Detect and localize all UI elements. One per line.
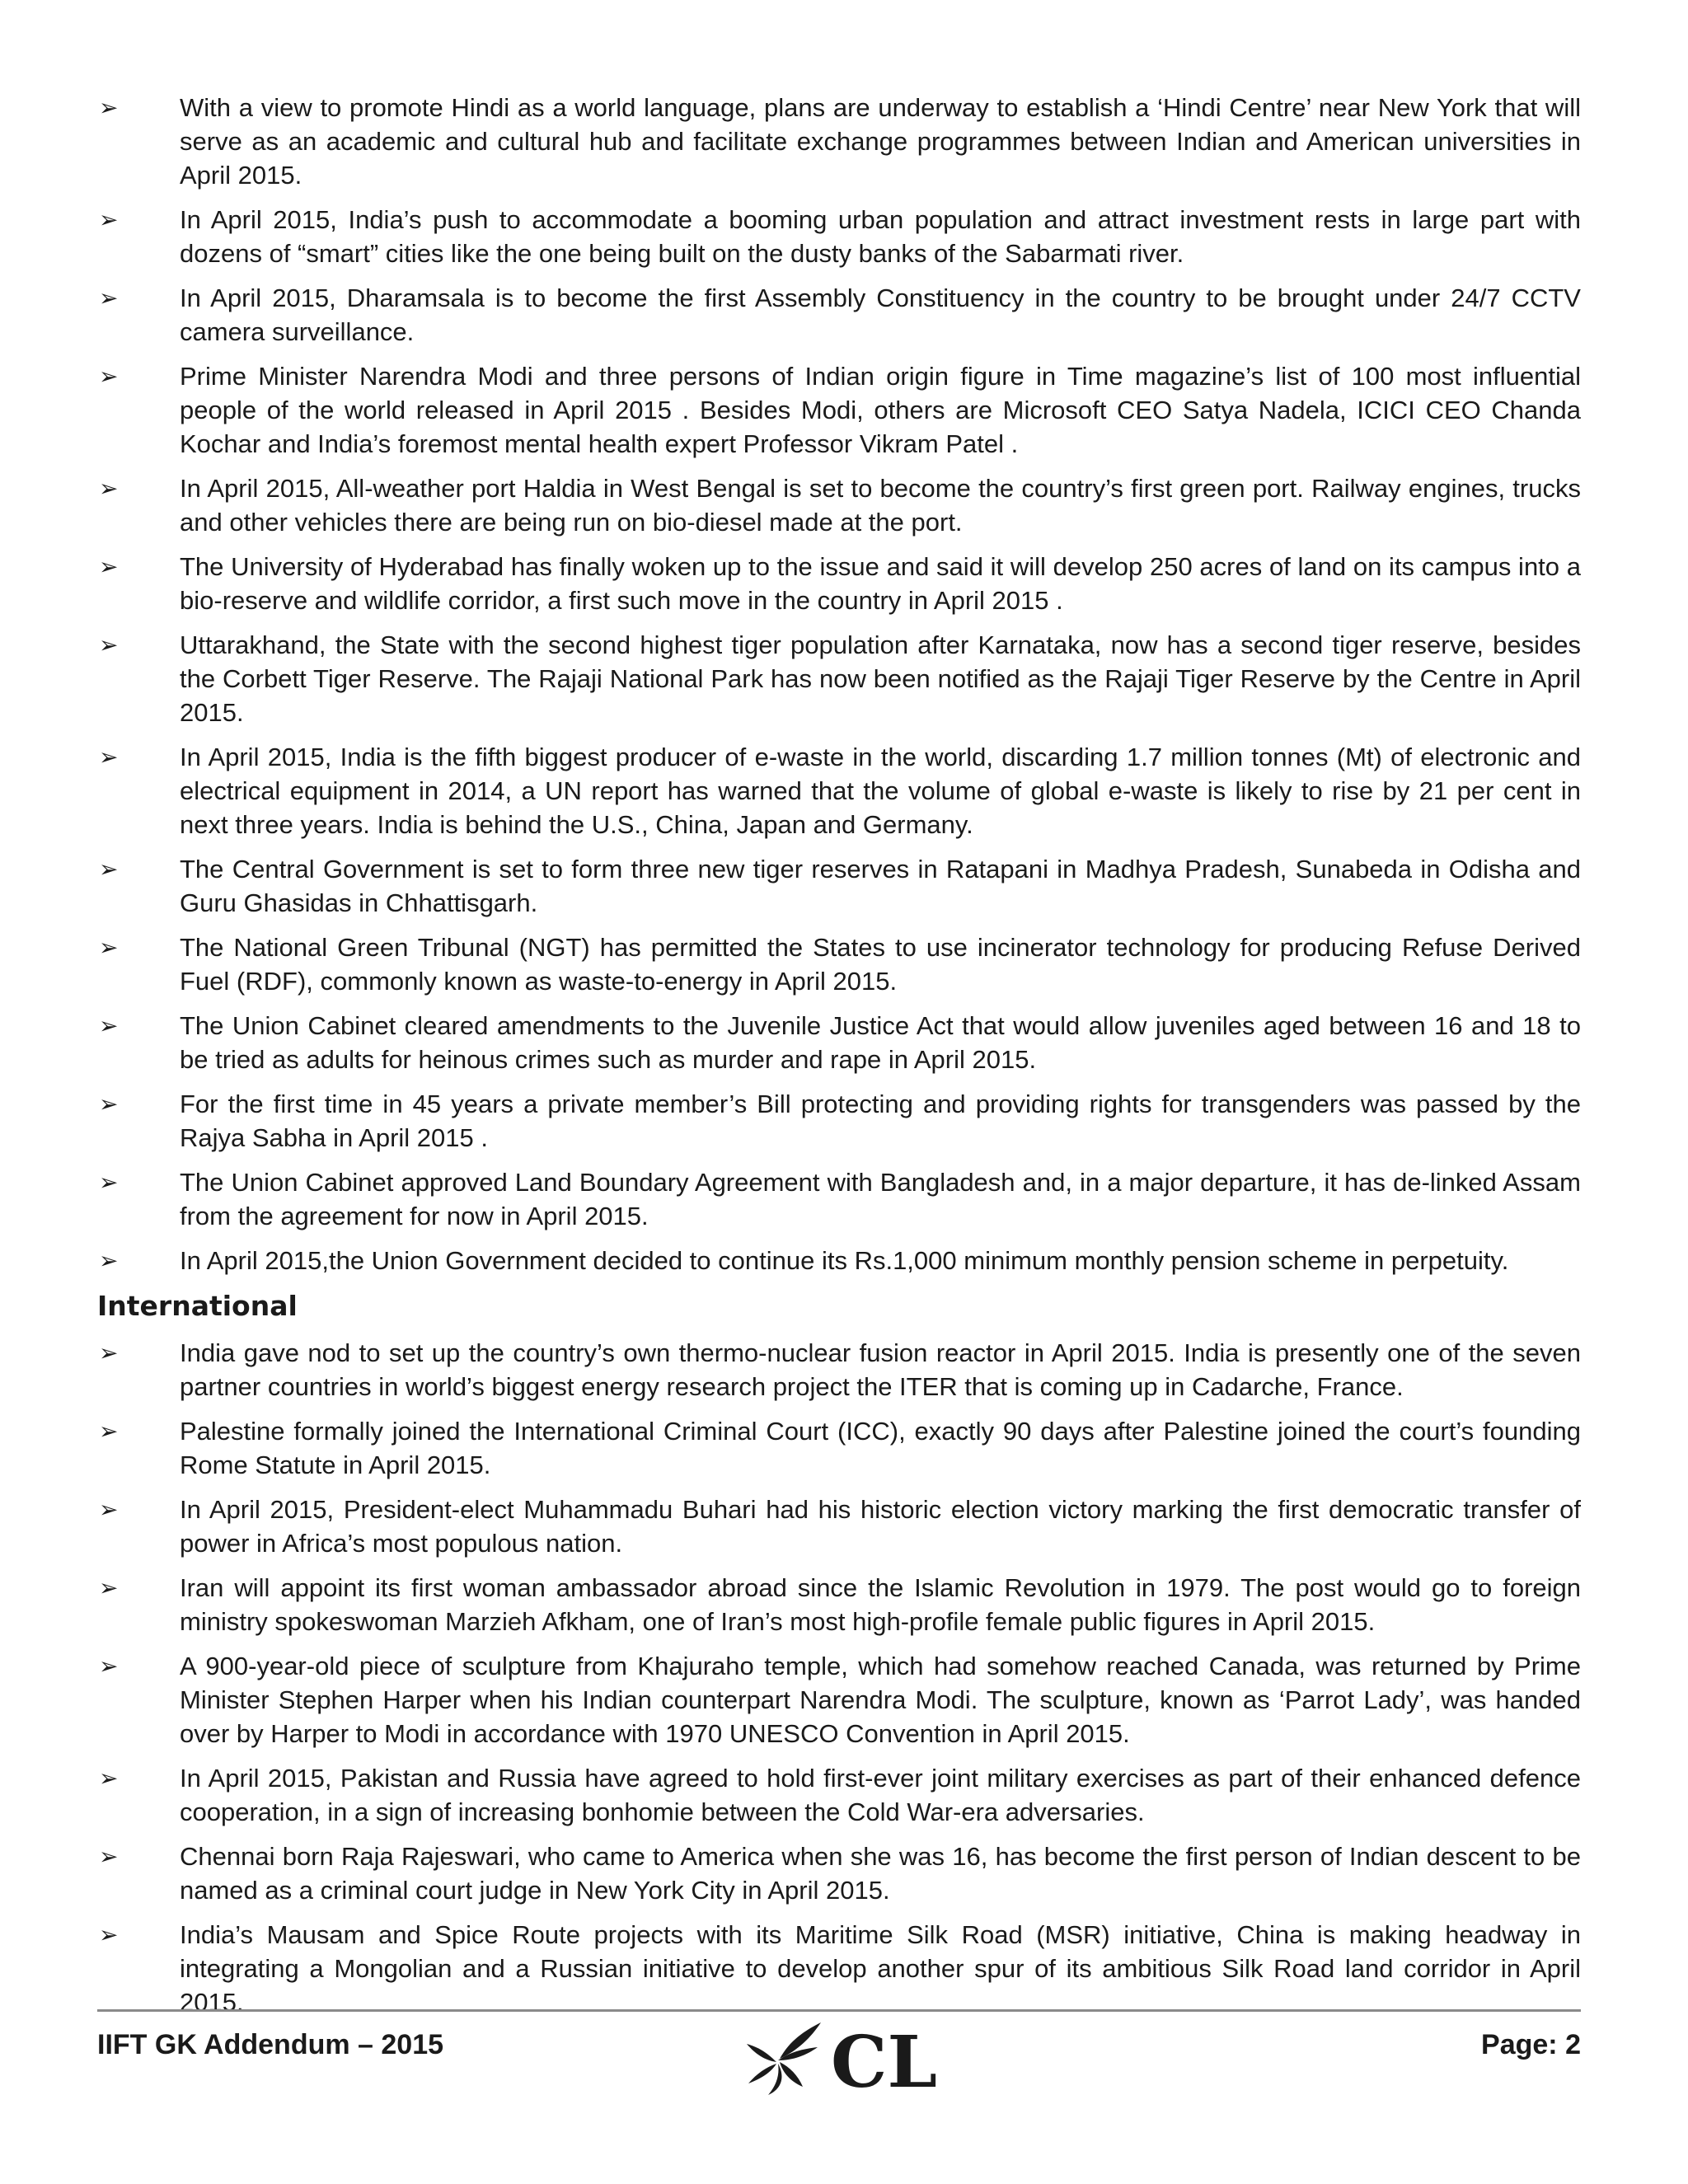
domestic-news-item-text: In April 2015, India is the fifth biggest producer of e-waste in the world, discarding 1.7 million tonnes (Mt) of electronic and electrical equipment in 2014, a UN report has warned that the volume of global e-waste is likely to rise by 21 per cent in next three years. India is behind the U.S., China, Japan and Germany. xyxy=(180,743,1581,839)
domestic-news-item xyxy=(97,930,1581,998)
arrow-bullet-icon: ➢ xyxy=(99,1247,119,1274)
logo-text: CL xyxy=(831,2021,937,2098)
arrow-bullet-icon: ➢ xyxy=(99,743,119,771)
domestic-news-item xyxy=(97,740,1581,841)
domestic-news-item xyxy=(97,1165,1581,1233)
domestic-news-list xyxy=(97,91,1581,1277)
footer-divider xyxy=(97,2009,1581,2012)
international-news-list xyxy=(97,1336,1581,2019)
domestic-news-item-text: The Central Government is set to form three new tiger reserves in Ratapani in Madhya Pradesh, Sunabeda in Odisha and Guru Ghasidas in Chhattisgarh. xyxy=(180,855,1581,917)
international-news-item xyxy=(97,1840,1581,1907)
arrow-bullet-icon: ➢ xyxy=(99,206,119,233)
international-news-item-text: A 900-year-old piece of sculpture from Khajuraho temple, which had somehow reached Canada, was returned by Prime Minister Stephen Harper when his Indian counterpart Narendra Modi. The sculpture, known as ‘Parrot Lady’, was handed over by Harper to Modi in accordance with 1970 UNESCO Convention in April 2015. xyxy=(180,1652,1581,1748)
arrow-bullet-icon: ➢ xyxy=(99,1169,119,1196)
international-news-item xyxy=(97,1414,1581,1482)
international-news-item xyxy=(97,1649,1581,1750)
domestic-news-item xyxy=(97,1087,1581,1155)
domestic-news-item xyxy=(97,1244,1581,1277)
page-footer xyxy=(97,2009,1581,2108)
domestic-news-item-text: In April 2015, India’s push to accommodate a booming urban population and attract investment rests in large part with dozens of “smart” cities like the one being built on the dusty banks of the Sabarmati river. xyxy=(180,205,1581,268)
arrow-bullet-icon: ➢ xyxy=(99,1496,119,1523)
document-body xyxy=(97,91,1581,2030)
arrow-bullet-icon: ➢ xyxy=(99,475,119,502)
leaf-swirl-icon xyxy=(747,2022,821,2095)
domestic-news-item-text: The University of Hyderabad has finally woken up to the issue and said it will develop 250 acres of land on its campus into a bio-reserve and wildlife corridor, a first such move in the country in April 2015 . xyxy=(180,552,1581,615)
international-news-item xyxy=(97,1918,1581,2019)
international-news-item-text: Palestine formally joined the International Criminal Court (ICC), exactly 90 days after Palestine joined the court’s founding Rome Statute in April 2015. xyxy=(180,1417,1581,1479)
domestic-news-item xyxy=(97,628,1581,729)
footer-page-number: Page: 2 xyxy=(1481,2029,1581,2060)
domestic-news-item xyxy=(97,281,1581,349)
international-news-item-text: India gave nod to set up the country’s own thermo-nuclear fusion reactor in April 2015. India is presently one of the seven partner countries in world’s biggest energy research project the ITER that is coming up in Cadarche, France. xyxy=(180,1338,1581,1401)
arrow-bullet-icon: ➢ xyxy=(99,284,119,312)
arrow-bullet-icon: ➢ xyxy=(99,855,119,883)
domestic-news-item xyxy=(97,471,1581,539)
arrow-bullet-icon: ➢ xyxy=(99,363,119,390)
international-news-item-text: In April 2015, President-elect Muhammadu Buhari had his historic election victory marking the first democratic transfer of power in Africa’s most populous nation. xyxy=(180,1495,1581,1558)
domestic-news-item-text: For the first time in 45 years a private member’s Bill protecting and providing rights for transgenders was passed by the Rajya Sabha in April 2015 . xyxy=(180,1090,1581,1152)
arrow-bullet-icon: ➢ xyxy=(99,1574,119,1601)
domestic-news-item-text: Prime Minister Narendra Modi and three persons of Indian origin figure in Time magazine’s list of 100 most influential people of the world released in April 2015 . Besides Modi, others are Microsoft CEO Satya Nadela, ICICI CEO Chanda Kochar and India’s foremost mental health expert Professor Vikram Patel . xyxy=(180,362,1581,458)
domestic-news-item-text: The National Green Tribunal (NGT) has permitted the States to use incinerator technology for producing Refuse Derived Fuel (RDF), commonly known as waste-to-energy in April 2015. xyxy=(180,933,1581,996)
arrow-bullet-icon: ➢ xyxy=(99,1012,119,1039)
arrow-bullet-icon: ➢ xyxy=(99,553,119,580)
arrow-bullet-icon: ➢ xyxy=(99,934,119,961)
international-news-item xyxy=(97,1571,1581,1638)
domestic-news-item-text: With a view to promote Hindi as a world language, plans are underway to establish a ‘Hindi Centre’ near New York that will serve as an academic and cultural hub and facilitate exchange programmes between Indian and American universities in April 2015. xyxy=(180,93,1581,190)
arrow-bullet-icon: ➢ xyxy=(99,1843,119,1870)
international-news-item-text: In April 2015, Pakistan and Russia have agreed to hold first-ever joint military exercises as part of their enhanced defence cooperation, in a sign of increasing bonhomie between the Cold War-era adversaries. xyxy=(180,1764,1581,1826)
arrow-bullet-icon: ➢ xyxy=(99,1339,119,1366)
arrow-bullet-icon: ➢ xyxy=(99,1090,119,1118)
international-news-item-text: Iran will appoint its first woman ambassador abroad since the Islamic Revolution in 1979. The post would go to foreign ministry spokeswoman Marzieh Afkham, one of Iran’s most high-profile female public figures in April 2015. xyxy=(180,1573,1581,1636)
section-heading-international: International xyxy=(97,1290,298,1322)
international-news-item xyxy=(97,1761,1581,1829)
arrow-bullet-icon: ➢ xyxy=(99,631,119,658)
domestic-news-item xyxy=(97,91,1581,192)
arrow-bullet-icon: ➢ xyxy=(99,1921,119,1948)
domestic-news-item xyxy=(97,203,1581,270)
international-news-item xyxy=(97,1336,1581,1404)
international-news-item-text: India’s Mausam and Spice Route projects with its Maritime Silk Road (MSR) initiative, China is making headway in integrating a Mongolian and a Russian initiative to develop another spur of its ambitious Silk Road land corridor in April 2015. xyxy=(180,1920,1581,2017)
domestic-news-item xyxy=(97,550,1581,617)
domestic-news-item-text: The Union Cabinet cleared amendments to the Juvenile Justice Act that would allow juveniles aged between 16 and 18 to be tried as adults for heinous crimes such as murder and rape in April 2015. xyxy=(180,1011,1581,1074)
cl-logo xyxy=(738,2016,953,2098)
domestic-news-item-text: In April 2015, All-weather port Haldia in West Bengal is set to become the country’s first green port. Railway engines, trucks and other vehicles there are being run on bio-diesel made at the port. xyxy=(180,474,1581,537)
domestic-news-item xyxy=(97,359,1581,461)
international-news-item-text: Chennai born Raja Rajeswari, who came to America when she was 16, has become the first person of Indian descent to be named as a criminal court judge in New York City in April 2015. xyxy=(180,1842,1581,1905)
domestic-news-item-text: In April 2015,the Union Government decided to continue its Rs.1,000 minimum monthly pension scheme in perpetuity. xyxy=(180,1246,1509,1275)
domestic-news-item-text: In April 2015, Dharamsala is to become the first Assembly Constituency in the country to be brought under 24/7 CCTV camera surveillance. xyxy=(180,284,1581,346)
arrow-bullet-icon: ➢ xyxy=(99,1418,119,1445)
footer-document-title: IIFT GK Addendum – 2015 xyxy=(97,2029,444,2060)
arrow-bullet-icon: ➢ xyxy=(99,1765,119,1792)
domestic-news-item-text: Uttarakhand, the State with the second highest tiger population after Karnataka, now has a second tiger reserve, besides the Corbett Tiger Reserve. The Rajaji National Park has now been notified as the Rajaji Tiger Reserve by the Centre in April 2015. xyxy=(180,630,1581,727)
arrow-bullet-icon: ➢ xyxy=(99,1652,119,1680)
arrow-bullet-icon: ➢ xyxy=(99,94,119,121)
domestic-news-item xyxy=(97,1009,1581,1076)
domestic-news-item-text: The Union Cabinet approved Land Boundary Agreement with Bangladesh and, in a major departure, it has de-linked Assam from the agreement for now in April 2015. xyxy=(180,1168,1581,1230)
domestic-news-item xyxy=(97,852,1581,920)
international-news-item xyxy=(97,1493,1581,1560)
